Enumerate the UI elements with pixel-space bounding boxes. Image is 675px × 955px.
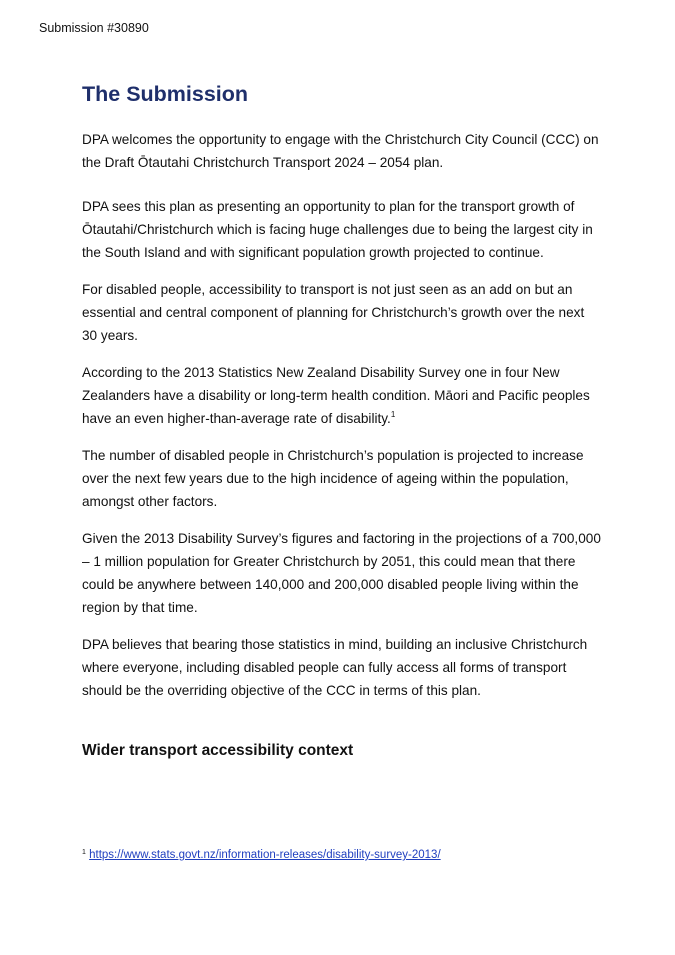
paragraph-statistics-text: According to the 2013 Statistics New Zealand Disability Survey one in four New Zealanders have a disability or long-term health condition. Māori and Pacific peoples have an even higher-than-average rate of disability.: [82, 365, 590, 426]
paragraph-opportunity: DPA sees this plan as presenting an opportunity to plan for the transport growth of Ōtautahi/Christchurch which is facing huge challenges due to being the largest city in the South Island and with significant population growth projected to continue.: [82, 199, 593, 260]
paragraph-accessibility: For disabled people, accessibility to transport is not just seen as an add on but an essential and central component of planning for Christchurch’s growth over the next 30 years.: [82, 282, 585, 343]
paragraph-intro: DPA welcomes the opportunity to engage with the Christchurch City Council (CCC) on the Draft Ōtautahi Christchurch Transport 2024 – 2054 plan.: [82, 132, 599, 170]
footnote-number: 1: [82, 849, 86, 856]
section-heading: Wider transport accessibility context: [82, 742, 354, 759]
submission-number: Submission #30890: [39, 21, 149, 35]
paragraph-figures: Given the 2013 Disability Survey’s figures and factoring in the projections of a 700,000 – 1 million population for Greater Christchurch by 2051, this could mean that there could be anywhere between 140,000 and 200,000 disabled people living within the region by that time.: [82, 531, 601, 615]
footnote-reference[interactable]: 1: [390, 410, 396, 419]
paragraph-projection: The number of disabled people in Christchurch’s population is projected to increase over the next few years due to the high incidence of ageing within the population, amongst other factors.: [82, 448, 584, 509]
main-content: [82, 80, 602, 761]
paragraph-statistics: [82, 361, 602, 430]
footnote-link[interactable]: https://www.stats.govt.nz/information-releases/disability-survey-2013/: [89, 849, 441, 861]
page-title: The Submission: [82, 82, 249, 106]
paragraph-objective: DPA believes that bearing those statistics in mind, building an inclusive Christchurch where everyone, including disabled people can fully access all forms of transport should be the overriding objective of the CCC in terms of this plan.: [82, 637, 588, 698]
footnote: [82, 848, 441, 863]
